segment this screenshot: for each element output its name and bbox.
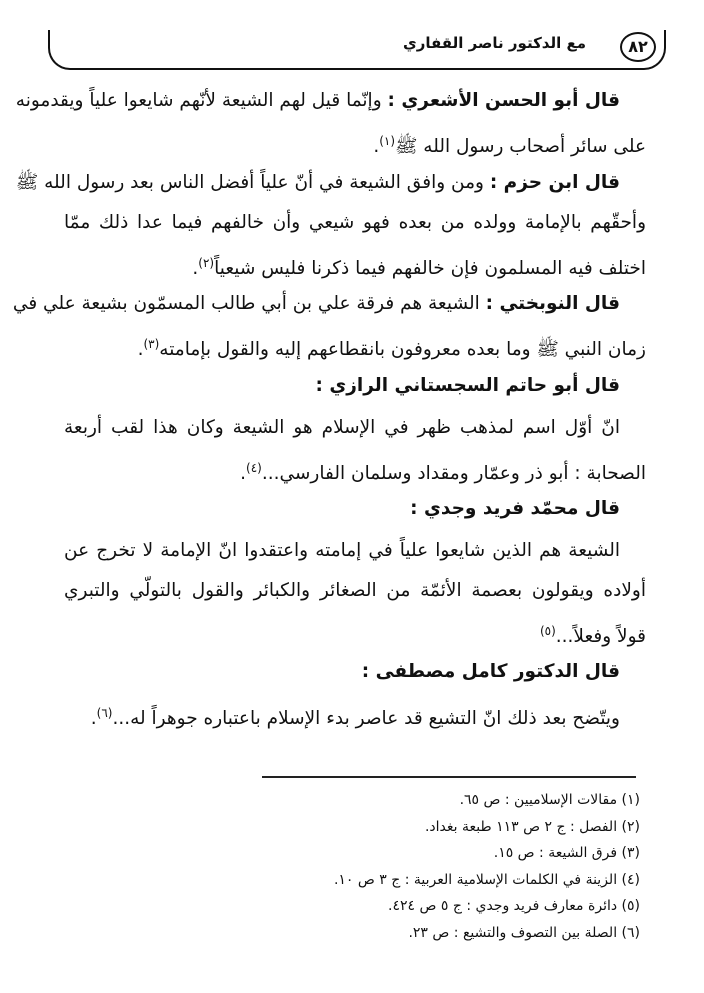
text-line: [64, 657, 646, 687]
footnote-ref: (١): [379, 134, 396, 148]
text-line: [64, 616, 646, 652]
text-line: [64, 208, 646, 238]
footnote: (٤) الزينة في الكلمات الإسلامية العربية : ج ٣ ص ١٠.: [333, 871, 640, 888]
line-end-punct: .: [373, 136, 380, 158]
running-header: [48, 30, 666, 70]
footnote-ref: (٦): [96, 706, 113, 720]
text-line: [15, 86, 646, 116]
footnote-separator: [262, 776, 636, 778]
text-line: [64, 698, 646, 734]
speaker-lead: قال النوبختي :: [485, 293, 620, 314]
line-text: وأحقّهم بالإمامة وولده من بعده فهو شيعي وأن خالفهم فيما عدا ذلك ممّا: [64, 212, 646, 233]
text-line: [64, 371, 646, 401]
footnote: (٢) الفصل : ج ٢ ص ١١٣ طبعة بغداد.: [424, 818, 640, 835]
text-line: [64, 453, 646, 489]
text-line: [64, 413, 646, 443]
footnote-ref: (٢): [198, 256, 215, 270]
line-text: على سائر أصحاب رسول الله ﷺ: [395, 136, 646, 158]
text-line: [15, 168, 646, 198]
speaker-lead: قال أبو حاتم السجستاني الرازي :: [315, 375, 620, 396]
line-text: قولاً وفعلاً...: [555, 626, 646, 648]
text-line: [64, 329, 646, 365]
footnote: (٥) دائرة معارف فريد وجدي : ج ٥ ص ٤٢٤.: [388, 898, 640, 914]
line-end-punct: .: [137, 339, 144, 361]
footnote: (٣) فرق الشيعة : ص ١٥.: [493, 845, 640, 861]
text-line: [64, 576, 646, 606]
footnote-ref: (٤): [246, 461, 262, 475]
line-text: انّ أوّل اسم لمذهب ظهر في الإسلام هو الشيعة وكان هذا لقب أربعة: [64, 417, 620, 438]
line-text: زمان النبي ﷺ وما بعده معروفون بانقطاعهم إليه والقول بإمامته: [159, 339, 646, 361]
speaker-lead: قال محمّد فريد وجدي :: [410, 498, 620, 519]
footnote: (٦) الصلة بين التصوف والتشيع : ص ٢٣.: [408, 924, 640, 941]
text-line: [12, 289, 646, 319]
line-text: اختلف فيه المسلمون فإن خالفهم فيما ذكرنا فليس شيعياً: [214, 258, 646, 280]
footnote: (١) مقالات الإسلاميين : ص ٦٥.: [459, 792, 640, 808]
line-text: الصحابة : أبو ذر وعمّار ومقداد وسلمان الفارسي...: [261, 463, 646, 485]
page-number: ٨٢: [620, 32, 656, 62]
line-text: ويتّضح بعد ذلك انّ التشيع قد عاصر بدء الإسلام باعتباره جوهراً له...: [112, 708, 620, 730]
footnote-ref: (٥): [539, 624, 556, 638]
line-end-punct: .: [192, 258, 199, 280]
speaker-lead: قال ابن حزم :: [489, 172, 620, 193]
text-line: [64, 248, 646, 284]
line-text: وإنّما قيل لهم الشيعة لأنّهم شايعوا علياً ويقدمونه: [15, 90, 388, 111]
line-end-punct: .: [240, 463, 247, 485]
line-end-punct: .: [90, 708, 97, 730]
text-line: [64, 126, 646, 162]
line-text: الشيعة هم فرقة علي بن أبي طالب المسمّون بشيعة علي في: [12, 293, 486, 314]
speaker-lead: قال الدكتور كامل مصطفى :: [361, 661, 620, 682]
speaker-lead: قال أبو الحسن الأشعري :: [387, 90, 620, 111]
footnote-ref: (٣): [143, 337, 160, 351]
line-text: أولاده ويقولون بعصمة الأئمّة من الصغائر والكبائر والقول بالتولّي والتبري: [64, 580, 646, 601]
header-title: مع الدكتور ناصر القفاري: [403, 34, 586, 52]
line-text: الشيعة هم الذين شايعوا علياً في إمامته واعتقدوا انّ الإمامة لا تخرج عن: [64, 540, 620, 561]
line-text: ومن وافق الشيعة في أنّ علياً أفضل الناس بعد رسول الله ﷺ: [15, 172, 490, 193]
text-line: [64, 494, 646, 524]
text-line: [64, 536, 646, 566]
